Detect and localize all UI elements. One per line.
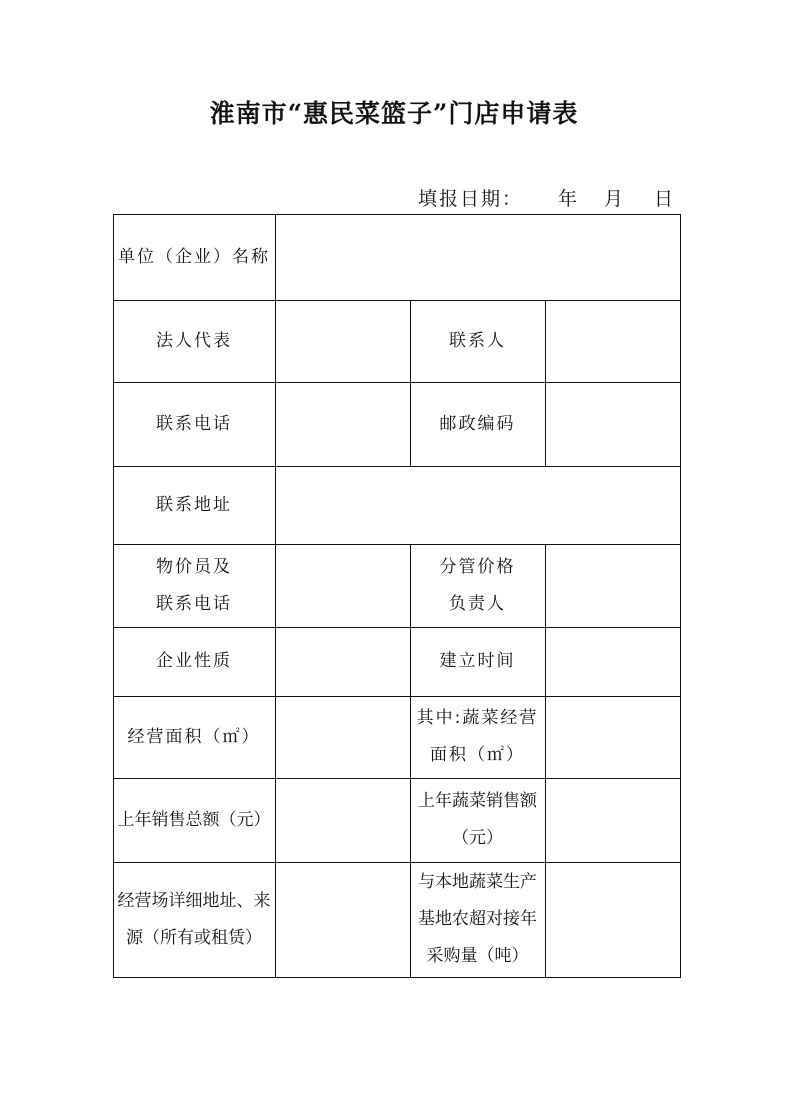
- business-area-field[interactable]: [275, 696, 410, 778]
- site-address-field[interactable]: [275, 862, 410, 977]
- form-title: 淮南市“惠民菜篮子”门店申请表: [209, 99, 579, 128]
- last-year-sales-field[interactable]: [275, 778, 410, 862]
- direct-purchase-label-line: 采购量（吨）: [426, 946, 529, 966]
- phone-label: 联系电话: [156, 413, 232, 434]
- application-form-table: [113, 214, 681, 978]
- direct-purchase-label: [410, 862, 545, 977]
- vegetable-area-label-line: 其中:蔬菜经营: [416, 708, 539, 728]
- enterprise-nature-label: 企业性质: [156, 651, 232, 671]
- price-manager-label-line: 负责人: [449, 593, 506, 614]
- last-year-veg-sales-label-line: 上年蔬菜销售额: [418, 791, 537, 811]
- price-officer-label: [113, 544, 275, 627]
- direct-purchase-label-line: 与本地蔬菜生产: [418, 872, 537, 892]
- vegetable-area-label: [410, 696, 545, 778]
- contact-person-field[interactable]: [545, 300, 680, 382]
- price-manager-field[interactable]: [545, 544, 680, 627]
- established-label: 建立时间: [439, 651, 516, 671]
- unit-name-label: 单位（企业）名称: [118, 246, 270, 267]
- address-label: 联系地址: [156, 494, 232, 515]
- last-year-veg-sales-field[interactable]: [545, 778, 680, 862]
- price-officer-label-line: 联系电话: [156, 593, 232, 614]
- price-officer-label-line: 物价员及: [156, 556, 232, 577]
- price-officer-field[interactable]: [275, 544, 410, 627]
- unit-name-field[interactable]: [275, 214, 680, 300]
- direct-purchase-label-line: 基地农超对接年: [418, 909, 537, 929]
- direct-purchase-field[interactable]: [545, 862, 680, 977]
- site-address-label-line: 经营场详细地址、来: [117, 890, 271, 911]
- last-year-veg-sales-label-line: （元）: [452, 828, 503, 848]
- day-label: 日: [654, 188, 676, 210]
- phone-field[interactable]: [275, 382, 410, 466]
- enterprise-nature-field[interactable]: [275, 627, 410, 696]
- business-area-label: 经营面积（㎡）: [127, 726, 261, 747]
- site-address-label: [113, 862, 275, 977]
- site-address-label-line: 源（所有或租赁）: [126, 927, 262, 948]
- last-year-sales-label: 上年销售总额（元）: [117, 809, 271, 830]
- postal-code-label: 邮政编码: [439, 413, 516, 434]
- postal-code-field[interactable]: [545, 382, 680, 466]
- vegetable-area-field[interactable]: [545, 696, 680, 778]
- vegetable-area-label-line: 面积（㎡）: [429, 745, 525, 765]
- month-label: 月: [604, 188, 626, 210]
- address-field[interactable]: [275, 466, 680, 544]
- contact-person-label: 联系人: [449, 330, 506, 351]
- legal-rep-label: 法人代表: [156, 330, 232, 351]
- year-label: 年: [558, 188, 580, 210]
- report-date-label: 填报日期：: [418, 188, 524, 210]
- legal-rep-field[interactable]: [275, 300, 410, 382]
- established-field[interactable]: [545, 627, 680, 696]
- price-manager-label-line: 分管价格: [439, 556, 516, 577]
- price-manager-label: [410, 544, 545, 627]
- last-year-veg-sales-label: [410, 778, 545, 862]
